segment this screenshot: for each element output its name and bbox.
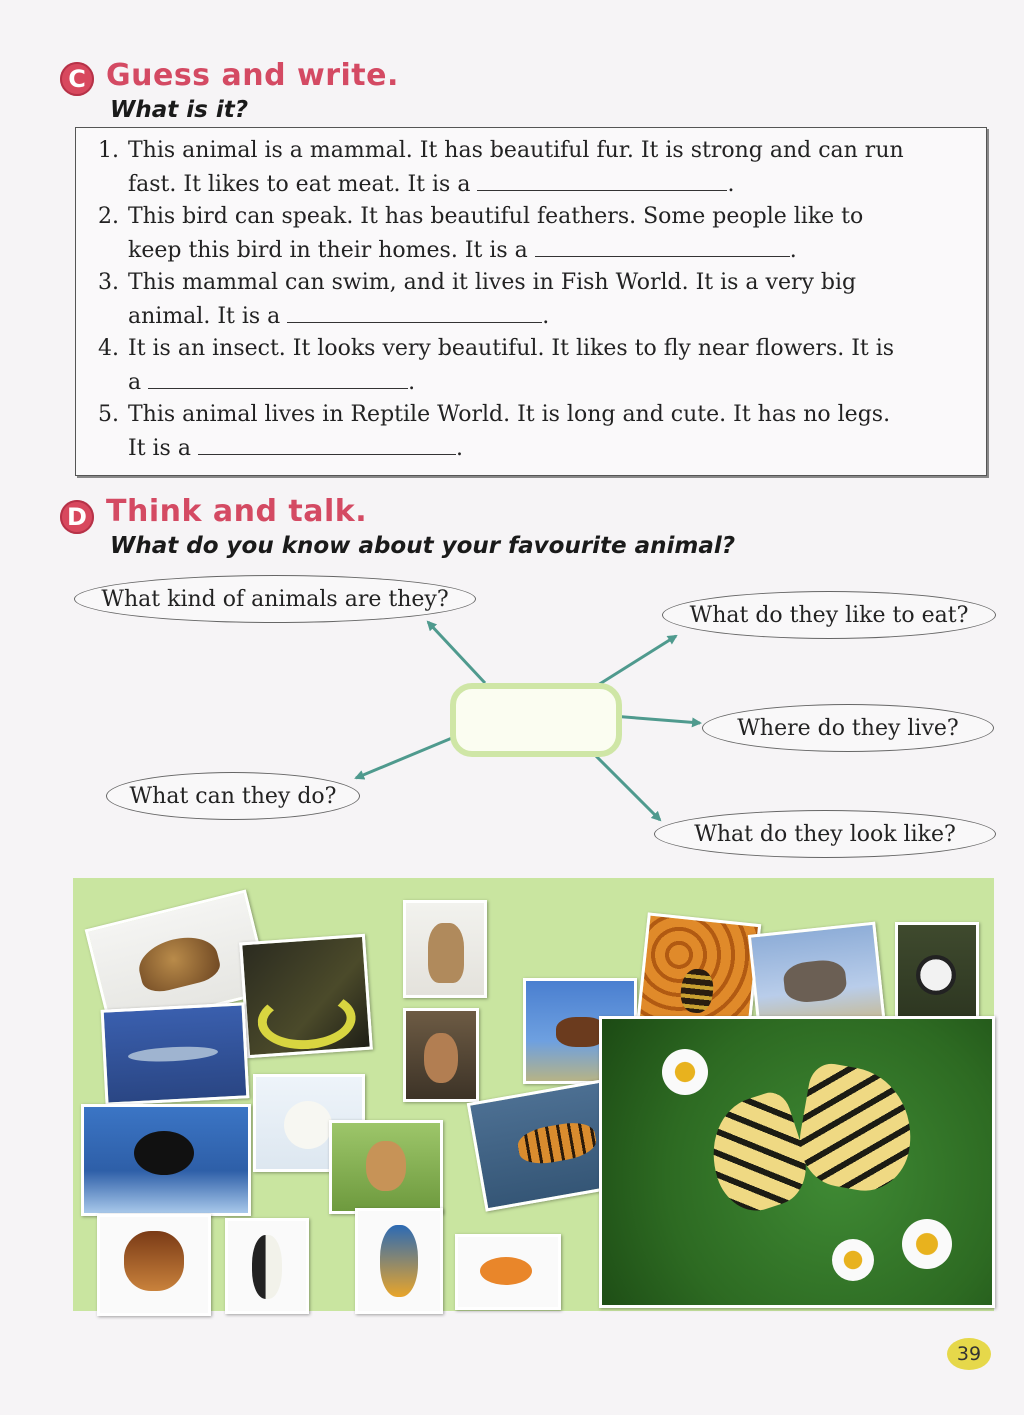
panda-photo: [895, 922, 979, 1028]
arrow-to-eat: [598, 636, 676, 685]
arrow-to-do: [356, 738, 452, 778]
section-c-title: Guess and write.: [106, 58, 399, 93]
bubble-look-like: What do they look like?: [654, 810, 996, 858]
item-period: .: [455, 436, 463, 461]
item-text: a: [128, 370, 142, 395]
arrow-to-live: [612, 716, 700, 723]
item-text: This bird can speak. It has beautiful feathers. Some people like to: [128, 204, 864, 229]
arrow-to-kind: [428, 622, 485, 683]
item-number: 5.: [98, 402, 119, 427]
section-d-subtitle: What do you know about your favourite animal?: [110, 533, 736, 559]
item-period: .: [408, 370, 416, 395]
item-text: animal. It is a: [128, 304, 281, 329]
item-number: 1.: [98, 138, 119, 163]
item-period: .: [542, 304, 550, 329]
item-text: It is a: [128, 436, 191, 461]
bubble-like-to-eat: What do they like to eat?: [662, 591, 996, 639]
animal-photo-collage: [73, 878, 994, 1311]
penguin-photo: [225, 1218, 309, 1314]
section-d-title: Think and talk.: [106, 494, 368, 529]
rooster-photo: [97, 1214, 211, 1316]
section-c-subtitle: What is it?: [110, 97, 249, 123]
section-d-badge: D: [60, 500, 94, 534]
killer-whale-photo: [81, 1104, 251, 1216]
item-period: .: [727, 172, 735, 197]
item-text: keep this bird in their homes. It is a: [128, 238, 528, 263]
parrot-photo: [355, 1208, 443, 1314]
bubble-kind-of-animals: What kind of animals are they?: [74, 575, 476, 623]
item-number: 4.: [98, 336, 119, 361]
item-text: fast. It likes to eat meat. It is a: [128, 172, 471, 197]
butterfly-photo: [599, 1016, 995, 1308]
page-number: 39: [947, 1338, 991, 1370]
puppy-photo: [329, 1120, 443, 1214]
item-text: It is an insect. It looks very beautiful. It likes to fly near flowers. It is: [128, 336, 895, 361]
bubble-where-live: Where do they live?: [702, 704, 994, 752]
item-number: 3.: [98, 270, 119, 295]
shark-photo: [101, 1002, 250, 1105]
item-text: This animal is a mammal. It has beautiful fur. It is strong and can run: [128, 138, 904, 163]
item-number: 2.: [98, 204, 119, 229]
mindmap-center-box[interactable]: [450, 683, 622, 757]
snake-photo: [239, 934, 373, 1059]
bubble-what-can-do: What can they do?: [106, 772, 360, 820]
monkey-photo: [403, 1008, 479, 1102]
goldfish-photo: [455, 1234, 561, 1310]
cat-photo: [403, 900, 487, 998]
section-c-badge: C: [60, 62, 94, 96]
item-text: This mammal can swim, and it lives in Fish World. It is a very big: [128, 270, 857, 295]
item-text: This animal lives in Reptile World. It is long and cute. It has no legs.: [128, 402, 891, 427]
item-period: .: [789, 238, 797, 263]
